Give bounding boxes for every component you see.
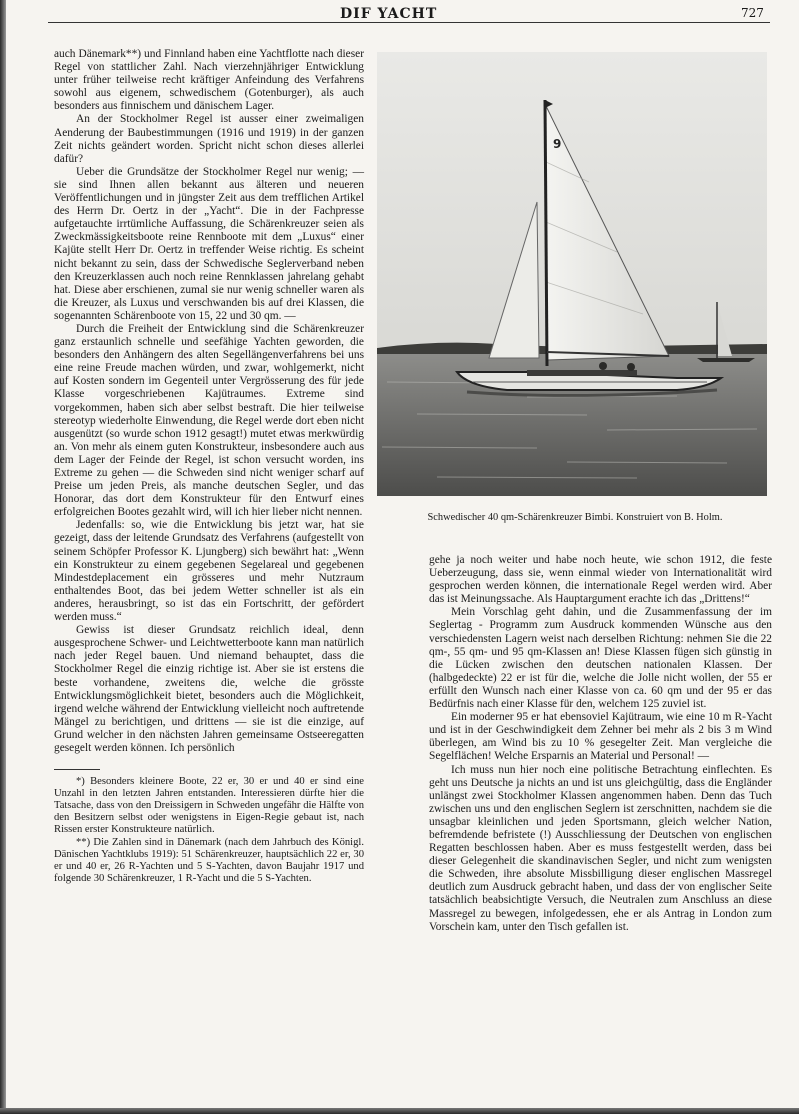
scan-bottom-edge [0, 1108, 799, 1114]
paragraph: Jedenfalls: so, wie die Entwicklung bis jetzt war, hat sie gezeigt, dass der leitende Grundsatz des Verfahrens (aufgestellt von seinem Schöpfer Professor K. Ljungberg) sich bewährt hat: „Wenn ein Konstrukteur zu einem gegebenen Segelareal und gegebenen Mindestdeplacement ein grösseres und mehr Nutzraum enthaltendes Boot, das bei jedem Wetter schneller ist als ein anderes, herausbringt, so ist das ein Fortschritt, der gefördert werden muss.“ [54, 519, 364, 624]
header-rule [48, 22, 770, 23]
scan-binding-edge [0, 0, 6, 1114]
page-number: 727 [741, 6, 764, 20]
paragraph: An der Stockholmer Regel ist ausser einer zweimaligen Aenderung der Baubestimmungen (1916 und 1919) in der ganzen Zeit nichts geändert worden. Spricht nicht schon dieses allerlei dafür? [54, 113, 364, 165]
figure-caption: Schwedischer 40 qm-Schärenkreuzer Bimbi. Konstruiert von B. Holm. [427, 512, 723, 523]
sailboat-photo [377, 52, 767, 496]
paragraph: Ich muss nun hier noch eine politische Betrachtung einflechten. Es geht uns Deutsche ja nichts an und ist uns gleichgültig, dass die Engländer unlängst zwei Stockholmer Klassen angenommen haben. Denn das Tuch zwischen uns und den englischen Seglern ist zerschnitten, nachdem sie die unsagbar kleinlichen und jeden Sportsmann, gleich welcher Nation, befremdende befristete (!) Ausschliessung der Deutschen von englischen Regatten beschlossen haben. Aber es muss festgestellt werden, dass bei dieser Gelegenheit die skandinavischen Segler, und nicht zum wenigsten die Schweden, ihre absolute Missbilligung dieser englischen Massregel deutlich zum Ausdruck gebracht haben, und dass der von englischer Seite tatsächlich beabsichtigte Versuch, die Neutralen zum Anschluss an diese Massregel zu bewegen, infolgedessen, ehe er als Antrag in London zum Vorschein kam, unter den Tisch gefallen ist. [429, 763, 772, 933]
journal-title: DIF YACHT [340, 6, 438, 22]
footnote: *) Besonders kleinere Boote, 22 er, 30 er und 40 er sind eine Unzahl in den letzten Jahren entstanden. Interessieren dürfte hier die Tatsache, dass von den Dreissigern in Schweden ungefähr die Hälfte von den Besitzern selbst oder wenigstens in Eigen-Regie gebaut ist, nach Rissen erster Konstrukteure natürlich. [54, 776, 364, 836]
paragraph: Gewiss ist dieser Grundsatz reichlich ideal, denn ausgesprochene Schwer- und Leichtwetterboote kann man natürlich nach jeder Regel bauen. Und niemand behauptet, dass die Stockholmer Regel die einzig richtige ist. Aber sie ist erstens die beste vorhandene, zweitens die, welche die grösste Entwicklungsmöglichkeit bietet, besonders auch die Möglichkeit, irgend welche während der Entwicklung vielleicht noch auftretende Mängel zu berichtigen, und drittens — sie ist die einzige, auf Grund welcher in den nächsten Jahren gemeinsame Ostseeregatten gesegelt werden können. Ich persönlich [54, 624, 364, 754]
paragraph: Mein Vorschlag geht dahin, und die Zusammenfassung der im Seglertag - Programm zum Ausdruck kommenden Wünsche aus den verschiedensten Lagern weist nach derselben Richtung: nehmen Sie die 22 qm-, 55 qm- und 95 qm-Klassen an! Diese Klassen fügen sich günstig in die Lücken zwischen den deutschen nationalen Klassen. Der (halbgedeckte) 22 er ist für die, welche die Jolle nicht wollen, der 55 er erfüllt den Wunsch nach einer Klasse von ca. 60 qm und der 95 er das Bedürfnis nach einer Klasse für den, welchem 125 zuviel ist. [429, 606, 772, 711]
right-column [429, 554, 772, 934]
left-column [54, 48, 364, 885]
paragraph: gehe ja noch weiter und habe noch heute, wie schon 1912, die feste Ueberzeugung, dass sie, wenn einmal wieder von Internationalität wird gesprochen werden können, die internationale Regel werden wird. Aber das ist Meinungssache. Als Hauptargument erachte ich das „Drittens!“ [429, 554, 772, 606]
sail-number: 9 [553, 137, 562, 151]
paragraph: Ueber die Grundsätze der Stockholmer Regel nur wenig; — sie sind Ihnen allen bekannt aus älteren und neueren Veröffentlichungen und in jüngster Zeit aus dem trefflichen Artikel des Herrn Dr. Oertz in der „Yacht“. Die in der Fachpresse aufgetauchte irrtümliche Auffassung, die Schärenkreuzer seien als Zweckmässigkeitsboote reine Rennboote mit dem „Luxus“ einer Kajüte stellt Herr Dr. Oertz in treffender Weise richtig. Es scheint nicht bekannt zu sein, dass der Schwedische Seglerverband neben den Kreuzerklassen auch noch reine Rennklassen jahrelang gehabt hat. Diese aber erschienen, zumal sie nur wenig schneller waren als die Kreuzer, als Luxus und verschwanden bis auf drei Klassen, die sogenannten Schärenboote von 15, 22 und 30 qm. — [54, 165, 364, 322]
footnote: **) Die Zahlen sind in Dänemark (nach dem Jahrbuch des Königl. Dänischen Yachtklubs 1919): 51 Schärenkreuzer, hauptsächlich 22 er, 30 er und 40 er, 26 R-Yachten und 5 S-Yachten, davon Baujahr 1917 und folgende 30 Schärenkreuzer, 1 R-Yacht und die 5 S-Yachten. [54, 836, 364, 884]
paragraph: Durch die Freiheit der Entwicklung sind die Schärenkreuzer ganz erstaunlich schnelle und seefähige Yachten geworden, die besonders den Anhängern des alten Segellängenverfahrens bei uns eine reine Freude machen würden, und zwar, wohlgemerkt, nicht auf Kosten sondern im Gegenteil unter Vergrösserung des für jede Klasse vorgeschriebenen Kajütraumes. Extreme sind vorgekommen, haben sich aber selbst bestraft. Die hier teilweise stereotyp wiederholte Einwendung, die Regel werde dort eben nicht ausgenützt (so wurde schon 1912 gesagt!) mutet etwas merkwürdig an. Von mehr als einem guten Konstrukteur, insbesondere auch aus dem Lager der Feinde der Regel, ist schon versucht worden, ins Extreme zu gehen — die Schweden sind nicht weniger scharf auf Preise um jeden Preis, als manche deutschen Segler, und das Honorar, das dort dem Konstrukteur für den Entwurf eines erfolgreichen Bootes gezahlt wird, will ich hier lieber nicht nennen. [54, 322, 364, 519]
footnote-rule [54, 769, 100, 770]
paragraph: Ein moderner 95 er hat ebensoviel Kajütraum, wie eine 10 m R-Yacht und ist in der Geschwindigkeit dem Zehner bei mehr als 2 bis 3 m Wind überlegen, am Wind bis zu 10 % gesegelter Zeit. Man vergleiche die Segelflächen! Welche Ersparnis an Material und Personal! — [429, 711, 772, 763]
paragraph: auch Dänemark**) und Finnland haben eine Yachtflotte nach dieser Regel von stattlicher Zahl. Nach vierzehnjähriger Entwicklung unter früher teilweise recht kräftiger Anfeindung des Verfahrens sowohl aus eigenem, schwedischem (Gotenburger), als auch besonders aus finnischem und dänischem Lager. [54, 48, 364, 113]
